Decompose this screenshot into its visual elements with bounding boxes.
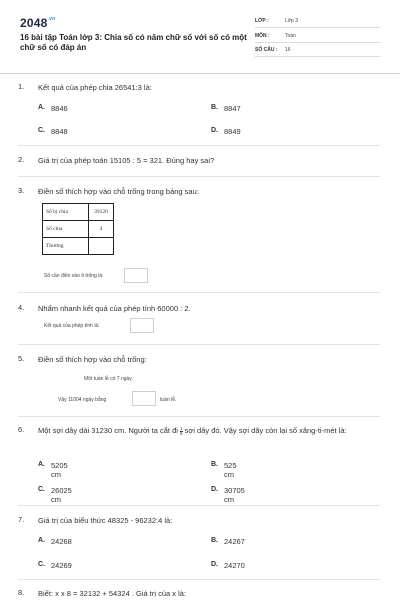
option-text: 30705 cm [224, 486, 245, 504]
option-text: 26025 cm [51, 486, 72, 504]
table-row [43, 238, 114, 255]
data-table [42, 203, 114, 255]
table-row [43, 204, 114, 221]
question-text [38, 425, 383, 436]
option-letter: C. [38, 127, 45, 134]
table-cell: 39120 [89, 204, 114, 221]
option-letter: B. [211, 104, 218, 111]
table-cell: Số chia [43, 221, 89, 238]
question-number: 7. [18, 515, 25, 524]
question-text: Kết quả của phép chia 26541:3 là: [38, 83, 152, 92]
logo-suffix: .vn [47, 16, 56, 22]
meta-value: Lớp 3 [285, 18, 299, 24]
divider [18, 416, 380, 417]
option-letter: D. [211, 127, 218, 134]
divider [18, 176, 380, 177]
meta-subject [255, 30, 380, 43]
option-text: 5205 cm [51, 461, 68, 479]
option-letter: A. [38, 537, 45, 544]
answer-input[interactable] [132, 391, 156, 406]
answer-label: Số cần điền vào ô trống là: [44, 273, 104, 279]
table-cell: Số bị chia [43, 204, 89, 221]
question-number: 6. [18, 425, 25, 434]
table-cell [89, 238, 114, 255]
option-letter: D. [211, 486, 218, 493]
meta-label: MÔN : [255, 33, 270, 39]
divider [18, 292, 380, 293]
table-cell: 4 [89, 221, 114, 238]
question-number: 8. [18, 588, 25, 597]
fraction-denominator: 6 [180, 430, 183, 436]
meta-value: Toán [285, 33, 296, 39]
question-number: 1. [18, 82, 25, 91]
question-text: Giá trị của biểu thức 48325 - 96232:4 là: [38, 516, 173, 525]
option-letter: A. [38, 104, 45, 111]
divider [18, 344, 380, 345]
question-text: Biết: x x 8 = 32132 + 54324 . Giá trị của x là: [38, 589, 187, 598]
document-title: 16 bài tập Toán lớp 3: Chia số có năm chữ số với số có một chữ số có đáp án [20, 33, 247, 52]
option-text: 24267 [224, 537, 245, 546]
option-text: 8846 [51, 104, 68, 113]
answer-unit: tuần lễ. [160, 397, 177, 403]
meta-label: LỚP : [255, 18, 269, 24]
divider [18, 505, 380, 506]
question-text-part: sợi dây đó. Vậy sợi dây còn lại số xăng-ti-mét là: [182, 426, 347, 435]
option-text: 8848 [51, 127, 68, 136]
option-letter: C. [38, 486, 45, 493]
fraction-numerator: 1 [180, 425, 183, 431]
given-text: Một tuần lễ có 7 ngày. [84, 376, 133, 382]
divider [18, 579, 380, 580]
option-letter: B. [211, 461, 218, 468]
divider [18, 145, 380, 146]
meta-label: SỐ CÂU : [255, 47, 278, 53]
question-number: 4. [18, 303, 25, 312]
answer-input[interactable] [130, 318, 154, 333]
option-text: 24270 [224, 561, 245, 570]
answer-label: Kết quả của phép tính là: [44, 323, 100, 329]
option-text: 8849 [224, 127, 241, 136]
option-letter: A. [38, 461, 45, 468]
question-text: Nhẩm nhanh kết quả của phép tính 60000 : 2. [38, 304, 191, 313]
table-cell: Thương [43, 238, 89, 255]
meta-question-count [255, 44, 380, 57]
option-letter: C. [38, 561, 45, 568]
question-text: Giá trị của phép toán 15105 : 5 = 321. Đúng hay sai? [38, 156, 215, 165]
page-header [0, 0, 400, 74]
meta-grade [255, 15, 380, 28]
meta-value: 16 [285, 47, 291, 53]
logo-text: 2048 [20, 16, 48, 30]
question-number: 3. [18, 186, 25, 195]
option-letter: D. [211, 561, 218, 568]
question-text: Điền số thích hợp vào chỗ trống trong bảng sau: [38, 187, 199, 196]
table-row [43, 221, 114, 238]
question-number: 2. [18, 155, 25, 164]
site-logo[interactable] [20, 16, 55, 30]
question-text-part: Một sợi dây dài 31230 cm. Người ta cắt đi [38, 426, 181, 435]
option-text: 8847 [224, 104, 241, 113]
answer-label: Vậy 11004 ngày bằng [58, 397, 107, 403]
answer-input[interactable] [124, 268, 148, 283]
option-letter: B. [211, 537, 218, 544]
question-text: Điền số thích hợp vào chỗ trống: [38, 355, 147, 364]
option-text: 525 cm [224, 461, 237, 479]
question-number: 5. [18, 354, 25, 363]
option-text: 24268 [51, 537, 72, 546]
option-text: 24269 [51, 561, 72, 570]
